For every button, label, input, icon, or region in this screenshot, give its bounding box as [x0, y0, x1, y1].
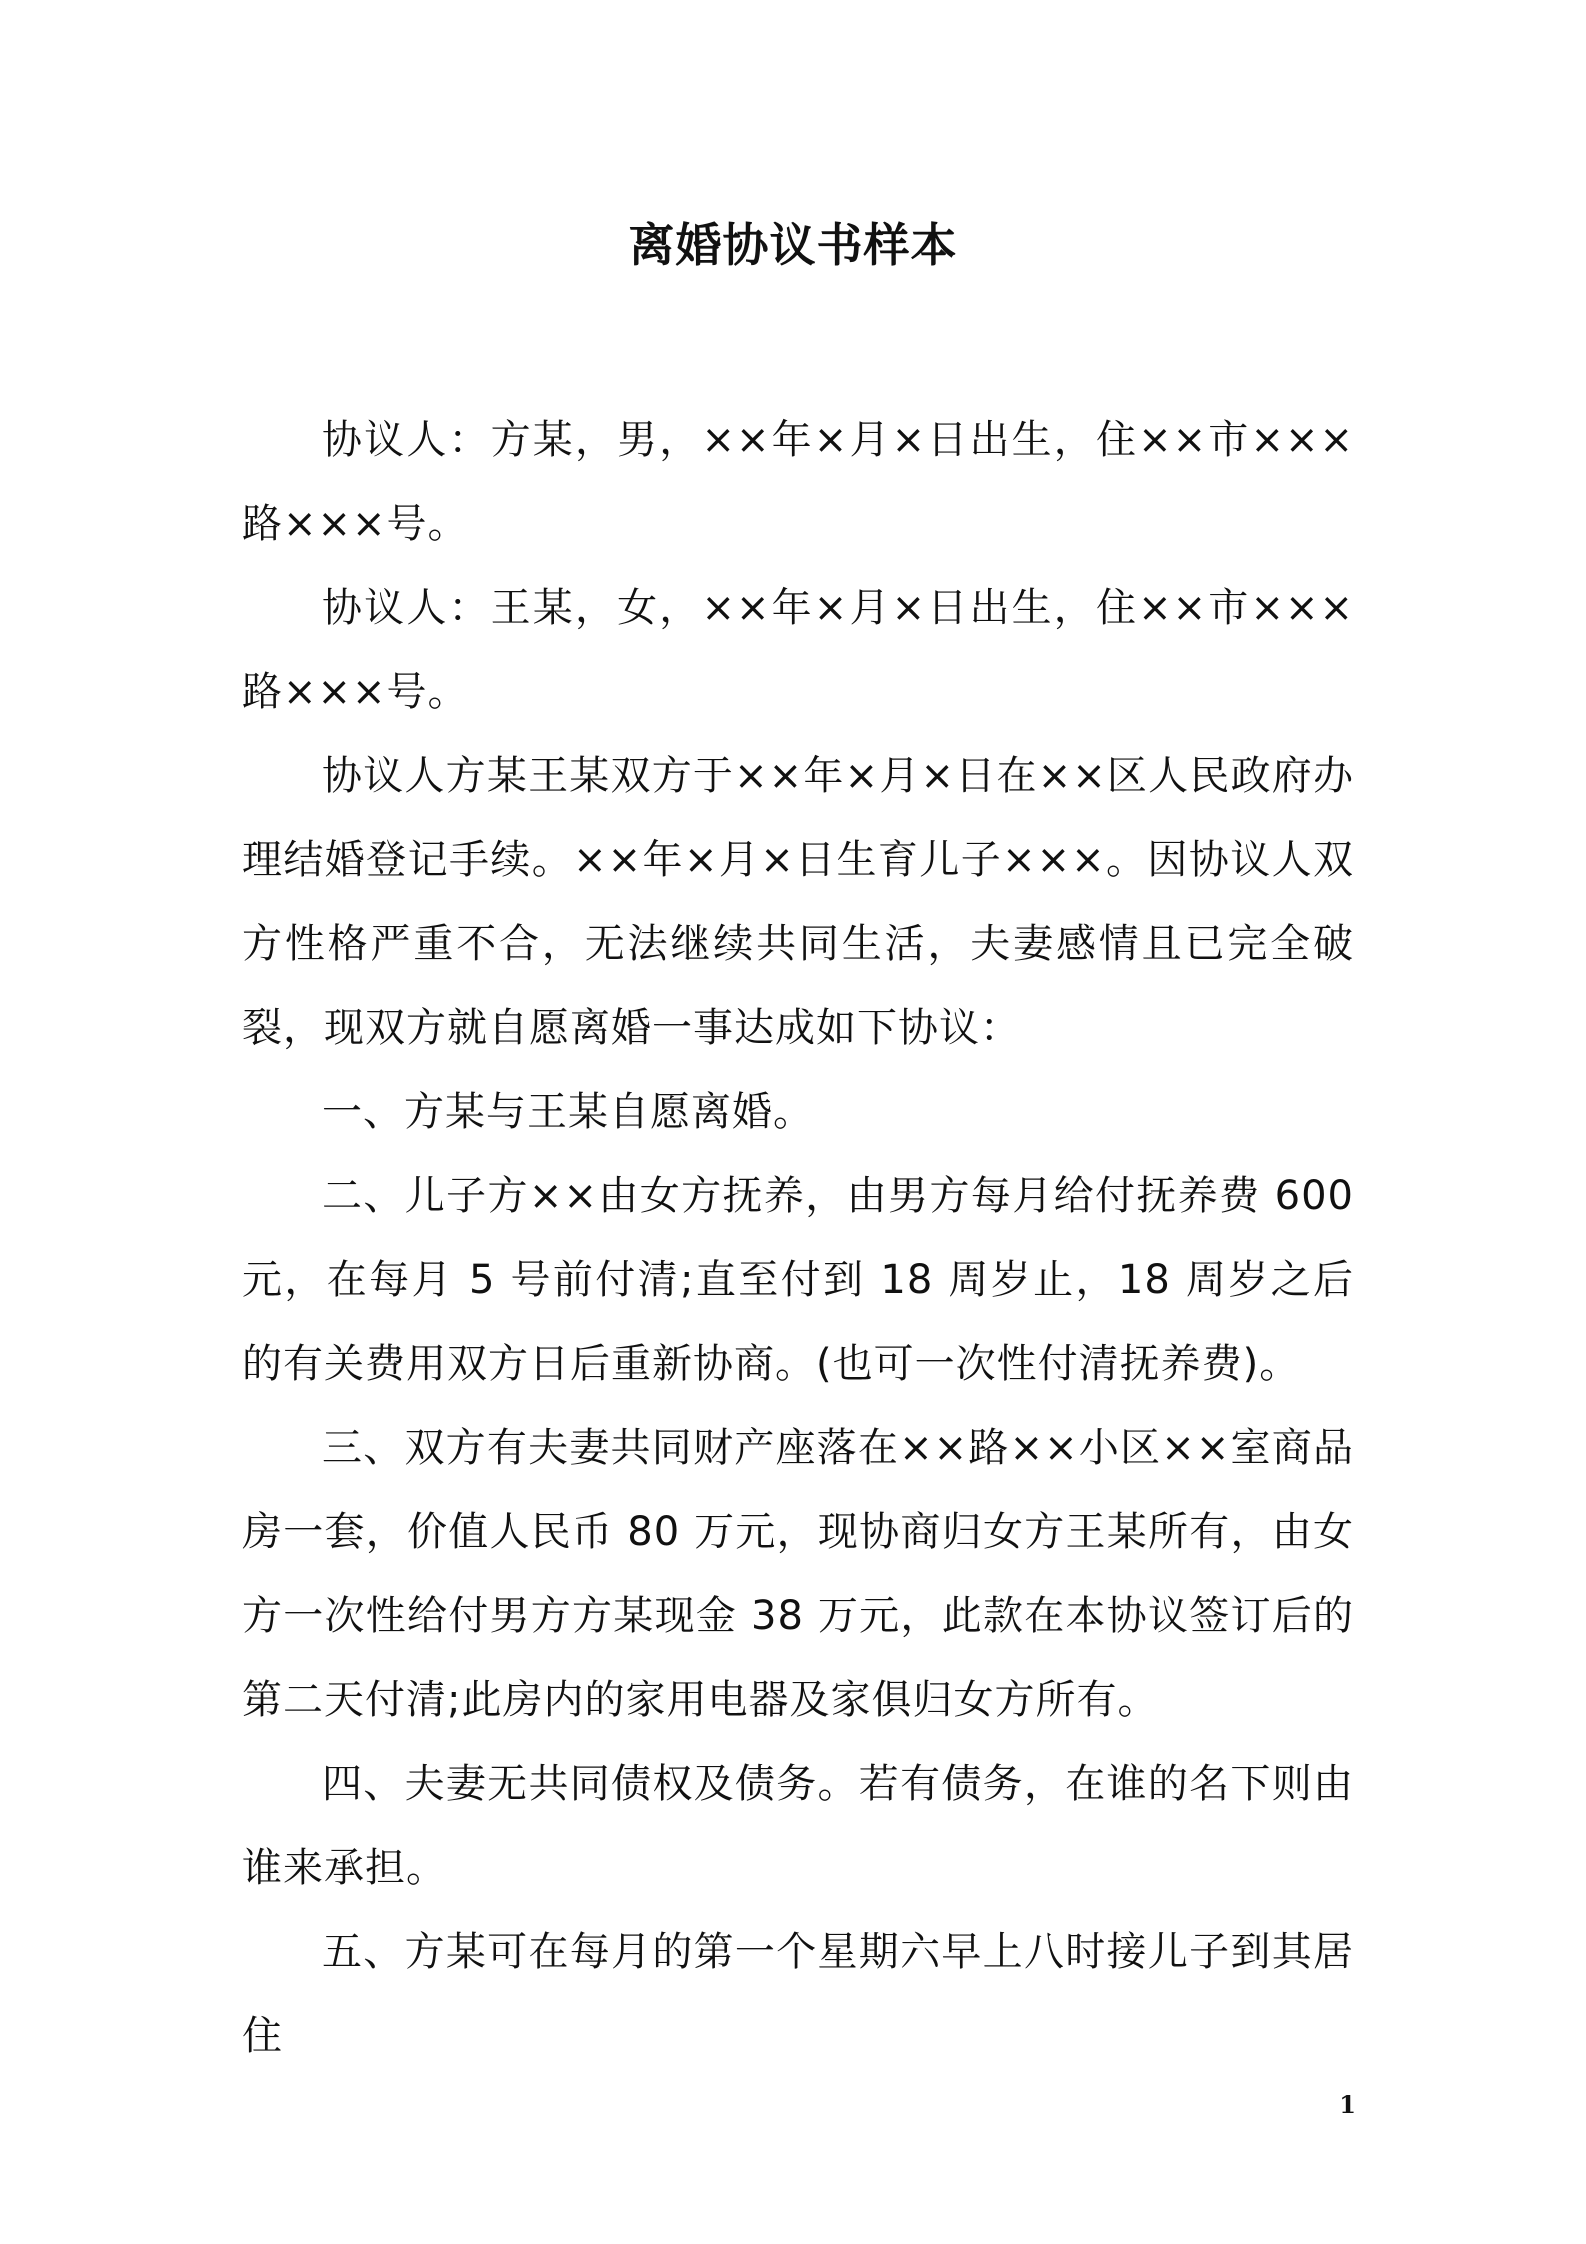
page-number: 1: [1339, 2090, 1356, 2119]
document-title: 离婚协议书样本: [628, 218, 958, 272]
paragraph-party-1: 协议人：方某，男，××年×月×日出生，住××市×××路×××号。: [242, 417, 1354, 547]
paragraph-clause-4: 四、夫妻无共同债权及债务。若有债务，在谁的名下则由谁来承担。: [242, 1761, 1354, 1891]
paragraph-party-2: 协议人：王某，女，××年×月×日出生，住××市×××路×××号。: [242, 585, 1354, 715]
paragraph-background: 协议人方某王某双方于××年×月×日在××区人民政府办理结婚登记手续。××年×月×日生育儿子×××。因协议人双方性格严重不合，无法继续共同生活，夫妻感情且已完全破裂，现双方就自愿离婚一事达成如下协议：: [242, 753, 1354, 1051]
document-body: [242, 398, 1354, 2078]
paragraph-clause-1: 一、方某与王某自愿离婚。: [322, 1089, 814, 1135]
paragraph-clause-5: 五、方某可在每月的第一个星期六早上八时接儿子到其居住: [242, 1929, 1354, 2059]
paragraph-clause-3: 三、双方有夫妻共同财产座落在××路××小区××室商品房一套，价值人民币 80 万元，现协商归女方王某所有，由女方一次性给付男方方某现金 38 万元，此款在本协议签订后的第二天付清;此房内的家用电器及家俱归女方所有。: [242, 1425, 1354, 1723]
paragraph-clause-2: 二、儿子方××由女方抚养，由男方每月给付抚养费 600 元，在每月 5 号前付清;直至付到 18 周岁止，18 周岁之后的有关费用双方日后重新协商。(也可一次性付清抚养费)。: [242, 1173, 1354, 1387]
